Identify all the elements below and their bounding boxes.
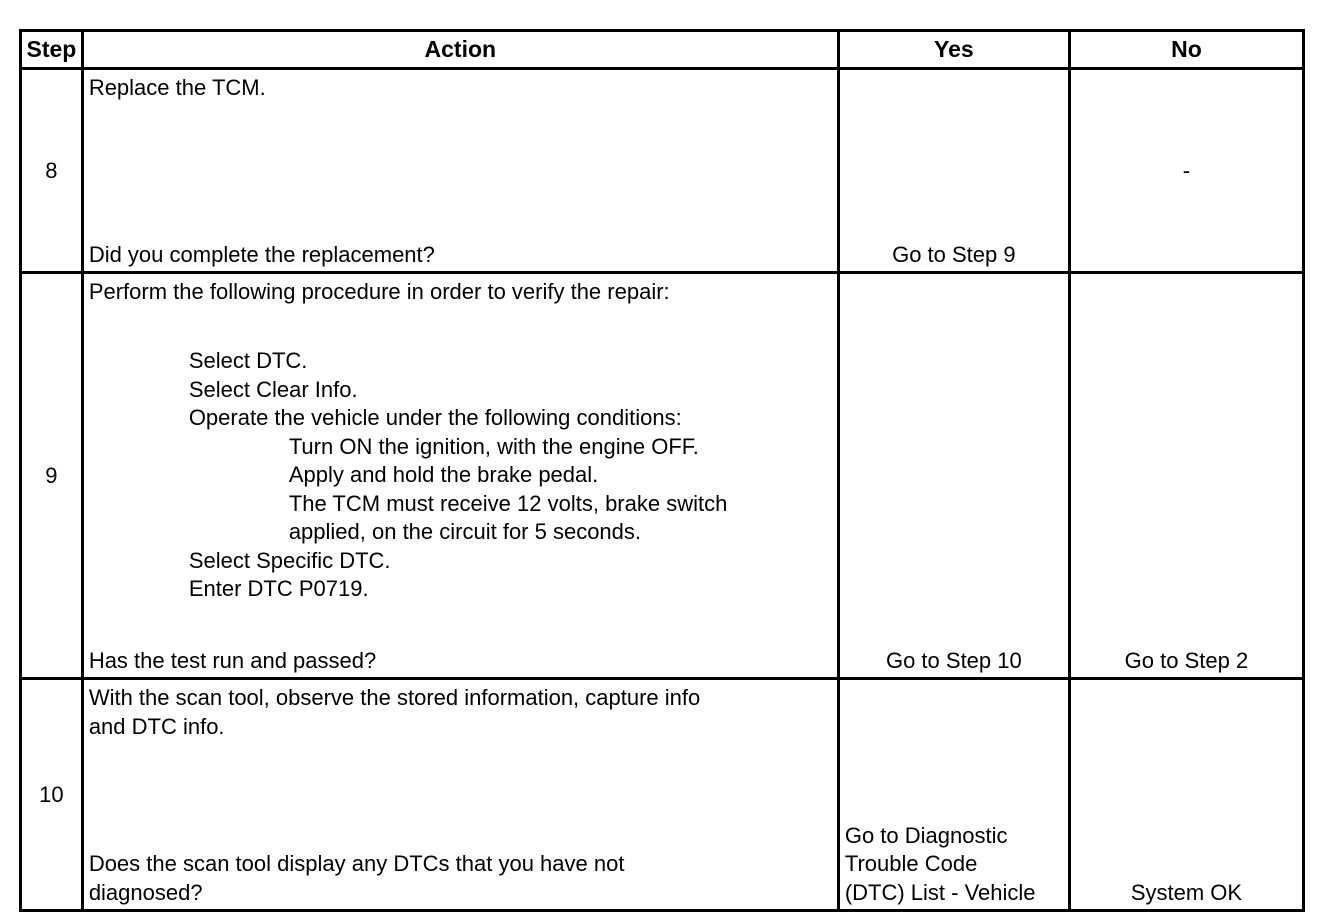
- action-instruction: [89, 684, 833, 741]
- action-question: [89, 850, 833, 907]
- yes-cell: [838, 273, 1069, 679]
- action-instruction-line: With the scan tool, observe the stored information, capture info: [88, 685, 701, 710]
- no-result: System OK: [1130, 879, 1243, 905]
- action-question: Has the test run and passed?: [88, 647, 377, 673]
- header-step: Step: [21, 31, 83, 69]
- yes-result-line: Trouble Code: [844, 851, 978, 876]
- step-number: 10: [21, 679, 83, 911]
- yes-cell: [838, 69, 1069, 273]
- no-result: Go to Step 2: [1124, 647, 1249, 673]
- yes-result-line: Go to Diagnostic: [844, 822, 1008, 848]
- table-row-step-8: [21, 69, 1304, 273]
- action-instruction-line: and DTC info.: [88, 713, 225, 739]
- table-row-step-9: [21, 273, 1304, 679]
- no-cell: [1069, 679, 1303, 911]
- procedure-substep: applied, on the circuit for 5 seconds.: [288, 519, 642, 544]
- action-cell: [82, 679, 838, 911]
- yes-result: [845, 822, 1066, 908]
- procedure-substep: The TCM must receive 12 volts, brake switch: [288, 490, 728, 516]
- action-question: Did you complete the replacement?: [88, 241, 435, 267]
- header-no: No: [1069, 31, 1303, 69]
- action-question-line: Does the scan tool display any DTCs that you have not: [88, 851, 625, 876]
- action-instruction: Perform the following procedure in order to verify the repair:: [88, 279, 670, 304]
- action-cell: [82, 273, 838, 679]
- yes-cell: [838, 679, 1069, 911]
- header-yes: Yes: [838, 31, 1069, 69]
- no-result: -: [1182, 157, 1191, 183]
- procedure-step: Operate the vehicle under the following conditions:: [188, 405, 682, 430]
- procedure-step: Select Specific DTC.: [188, 547, 391, 573]
- action-cell: [82, 69, 838, 273]
- no-cell: [1069, 273, 1303, 679]
- procedure-list: [89, 347, 833, 604]
- procedure-step: Enter DTC P0719.: [188, 576, 369, 601]
- table-row-step-10: [21, 679, 1304, 911]
- yes-result: Go to Step 9: [892, 241, 1016, 267]
- header-action: Action: [82, 31, 838, 69]
- step-number: 9: [21, 273, 83, 679]
- procedure-step: Select Clear Info.: [188, 376, 358, 402]
- action-question-line: diagnosed?: [88, 879, 203, 905]
- step-number: 8: [21, 69, 83, 273]
- action-instruction: Replace the TCM.: [88, 75, 266, 100]
- procedure-step: Select DTC.: [188, 348, 308, 373]
- yes-result-line: (DTC) List - Vehicle: [844, 879, 1036, 905]
- no-cell: [1069, 69, 1303, 273]
- header-row: [21, 31, 1304, 69]
- procedure-substep: Apply and hold the brake pedal.: [288, 462, 599, 487]
- diagnostic-table: [19, 29, 1305, 912]
- yes-result: Go to Step 10: [885, 647, 1022, 673]
- procedure-substep: Turn ON the ignition, with the engine OFF.: [288, 433, 699, 459]
